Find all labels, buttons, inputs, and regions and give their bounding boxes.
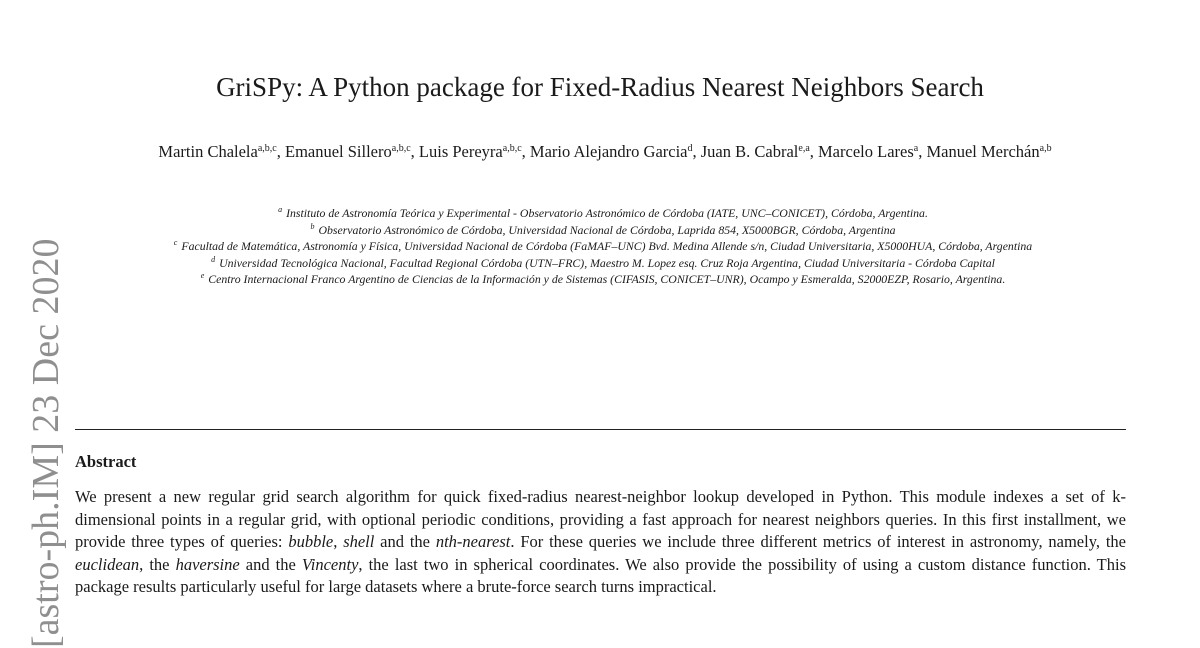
author-affiliation-mark: a,b,c <box>257 143 277 154</box>
author-6 <box>818 142 918 161</box>
author-name: Manuel Merchán <box>926 142 1040 161</box>
author-5 <box>701 142 810 161</box>
abstract-segment: , the <box>139 554 176 574</box>
affiliation-text: Instituto de Astronomía Teórica y Experimental - Observatorio Astronómico de Córdoba (IATE, UNC–CONICET), Córdoba, Argentina. <box>286 206 928 220</box>
affiliation-a <box>78 205 1128 222</box>
author-name: Luis Pereyra <box>418 142 503 161</box>
author-affiliation-mark: a,b,c <box>391 143 411 154</box>
author-name: Marcelo Lares <box>818 142 914 161</box>
author-7 <box>926 142 1051 161</box>
abstract-heading: Abstract <box>75 452 137 471</box>
affiliation-b <box>78 222 1128 239</box>
affiliation-mark: b <box>310 221 315 231</box>
author-4 <box>530 142 693 161</box>
affiliation-mark: a <box>278 205 283 214</box>
affiliation-e <box>78 271 1128 288</box>
affiliation-d <box>78 255 1128 272</box>
abstract-segment: , <box>333 532 344 551</box>
author-list: Martin Chalela$^{a,b,c}$, Emanuel Sillero$^{a,b,c}$, Luis Pereyra$^{a,b,c}$, Mario Alejandro Garcia$^d$, Juan B. Cabral$^{e,a}$, Marcelo Lares$^a$, Manuel Merchán$^{a,b}$ <box>158 142 1052 161</box>
author-affiliation-mark: a,b,c <box>502 143 522 154</box>
section-divider <box>75 429 1126 430</box>
author-affiliation-mark: d <box>687 143 693 154</box>
affiliation-text: Facultad de Matemática, Astronomía y Física, Universidad Nacional de Córdoba (FaMAF–UNC) Bvd. Medina Allende s/n, Ciudad Universitaria, X5000HUA, Córdoba, Argentina <box>181 239 1033 253</box>
abstract-emphasis: Vincenty <box>301 554 359 574</box>
abstract-segment: . For these queries we include three different metrics of interest in astronomy, namely, the <box>510 532 1127 551</box>
author-name: Martin Chalela <box>158 142 258 161</box>
author-1 <box>158 142 276 161</box>
affiliation-text: Centro Internacional Franco Argentino de Ciencias de la Información y de Sistemas (CIFASIS, CONICET–UNR), Ocampo y Esmeralda, S2000EZP, Rosario, Argentina. <box>208 272 1006 286</box>
author-affiliation-mark: e,a <box>798 143 810 154</box>
abstract-emphasis: nth-nearest <box>435 532 511 551</box>
author-3 <box>419 142 522 161</box>
author-name: Emanuel Sillero <box>284 142 392 161</box>
arxiv-side-stamp: [astro-ph.IM] 23 Dec 2020 <box>25 238 67 648</box>
affiliation-text: Universidad Tecnológica Nacional, Facultad Regional Córdoba (UTN–FRC), Maestro M. Lopez esq. Cruz Roja Argentina, Ciudad Universitaria - Córdoba Capital <box>219 255 995 270</box>
author-2 <box>285 142 411 161</box>
abstract-emphasis: bubble <box>288 532 334 551</box>
affiliation-text: Observatorio Astronómico de Córdoba, Universidad Nacional de Córdoba, Laprida 854, X5000BGR, Córdoba, Argentina <box>318 222 896 237</box>
affiliation-mark: d <box>211 254 216 264</box>
abstract-emphasis: shell <box>343 532 375 551</box>
author-name: Mario Alejandro Garcia <box>529 142 688 161</box>
author-affiliation-mark: a <box>913 143 919 154</box>
affiliation-list <box>78 205 1128 288</box>
affiliation-mark: c <box>173 238 178 247</box>
abstract-emphasis: haversine <box>175 554 240 574</box>
abstract-segment: , the last two in spherical coordinates. We also provide the possibility of using a custom distance function. This package results particularly useful for large datasets where a brute-force search turns impractical. <box>75 554 1126 596</box>
abstract-text <box>75 486 1126 599</box>
affiliation-mark: e <box>200 271 205 280</box>
author-name: Juan B. Cabral <box>700 142 799 161</box>
abstract-emphasis: euclidean <box>75 554 140 574</box>
paper-title: GriSPy: A Python package for Fixed-Radius Nearest Neighbors Search <box>216 72 984 102</box>
abstract-segment: and the <box>374 532 436 551</box>
abstract-segment: and the <box>239 554 302 574</box>
affiliation-c <box>78 238 1128 255</box>
abstract-segment: We present a new regular grid search algorithm for quick fixed-radius nearest-neighbor lookup developed in Python. This module indexes a set of k-dimensional points in a regular grid, with optional periodic conditions, providing a fast approach for nearest neighbors queries. In this first installment, we provide three types of queries: <box>75 487 1126 551</box>
author-affiliation-mark: a,b <box>1039 143 1052 154</box>
